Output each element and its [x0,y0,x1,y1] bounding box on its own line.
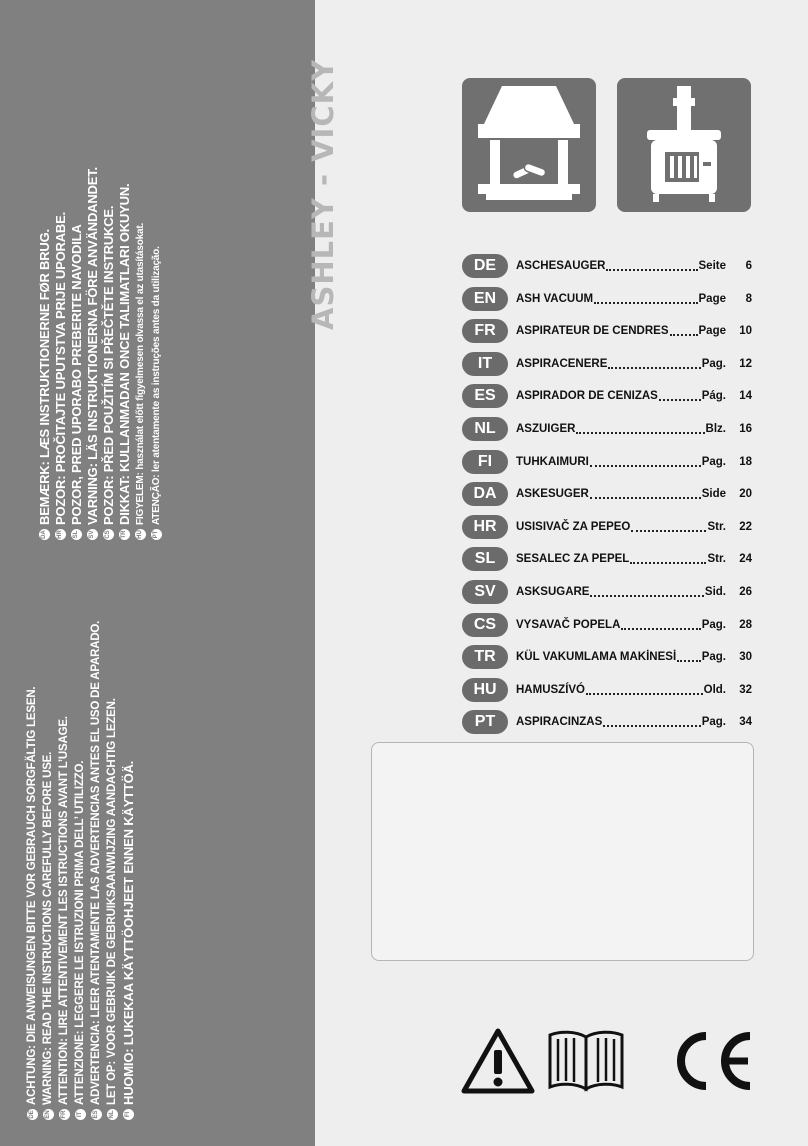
page-word: Pag. [701,455,726,468]
warning-text: ACHTUNG: DIE ANWEISUNGEN BITTE VOR GEBRAUCH SORGFÄLTIG LESEN. [26,686,38,1105]
language-badge: EN [43,1109,54,1120]
warning-icon [461,1028,535,1098]
dot-leader [677,660,701,662]
page-word: Side [701,488,726,501]
language-pill: HU [462,678,508,702]
dot-leader [590,497,701,499]
manual-icon [546,1027,626,1097]
language-badge: ES [91,1109,102,1120]
language-badge: FI [123,1109,134,1120]
toc-title: ASZUIGER [516,423,576,435]
page-word: Seite [698,260,726,272]
page-number: 8 [745,292,752,305]
warning-text: VARNING: LÄS INSTRUKTIONERNA FÖRE ANVÄNDANDET. [84,167,100,525]
language-badge: DA [39,529,50,540]
toc-entry[interactable] [462,254,752,278]
toc-title: SESALEC ZA PEPEL [516,553,630,566]
page-number: 32 [739,683,752,696]
toc-title: VYSAVAČ POPELA [516,618,621,631]
language-pill: HR [462,515,508,539]
warning-line [148,167,164,540]
dot-leader [594,302,697,304]
stove-icon [617,78,751,212]
language-pill: IT [462,352,508,376]
dot-leader [590,595,703,597]
language-badge: DE [27,1109,38,1120]
warning-text: DIKKAT: KULLANMADAN ONCE TALIMATLARI OKUYUN. [116,183,132,525]
dot-leader [630,562,706,564]
toc-entry[interactable] [462,515,752,539]
page-number: 26 [739,586,752,598]
page-number: 28 [739,618,752,631]
toc-title: ASH VACUUM [516,292,594,305]
page-number: 6 [745,260,752,272]
toc-entry[interactable] [462,417,752,441]
language-badge: PT [151,529,162,540]
toc-entry[interactable] [462,580,752,604]
warning-text: POZOR: PROČITAJTE UPUTSTVA PRIJE UPORABE. [52,212,68,525]
language-badge: SL [71,529,82,540]
warning-line [104,621,120,1120]
toc-title: USISIVAČ ZA PEPEO [516,520,631,533]
toc-title: ASPIRACINZAS [516,716,603,729]
product-label-box [371,742,754,961]
warning-line [116,167,132,540]
ce-mark-icon [666,1030,756,1096]
toc-title: ASPIRACENERE [516,357,608,370]
warning-text: WARNING: READ THE INSTRUCTIONS CAREFULLY BEFORE USE. [42,751,54,1105]
toc-entry[interactable] [462,319,752,343]
page-word: Pag. [701,716,726,729]
warning-line [72,621,88,1120]
page-word: Str. [707,520,726,533]
language-badge: IT [75,1109,86,1120]
warning-text: ATTENZIONE: LEGGERE LE ISTRUZIONI PRIMA DELL’ UTILIZZO. [74,760,86,1105]
dot-leader [631,530,706,532]
toc-entry[interactable] [462,450,752,474]
page-number: 34 [739,716,752,729]
warning-line [120,621,136,1120]
warning-line [52,167,68,540]
toc-title: ASKESUGER [516,488,589,501]
toc-entry[interactable] [462,678,752,702]
warning-text: LET OP: VOOR GEBRUIK DE GEBRUIKSAANWIJZING AANDACHTIG LEZEN. [106,698,118,1105]
warning-line [132,167,148,540]
language-pill: EN [462,287,508,311]
toc-title: ASKSUGARE [516,586,590,598]
page-word: Pag. [701,651,726,664]
language-badge: SV [87,529,98,540]
page-word: Old. [703,683,726,696]
warning-line [56,621,72,1120]
warning-line [36,167,52,540]
toc-entry[interactable] [462,645,752,669]
toc-entry[interactable] [462,287,752,311]
language-pill: ES [462,384,508,408]
page-number: 16 [739,423,752,435]
toc-title: HAMUSZÍVÓ [516,683,585,696]
model-title: ASHLEY - VICKY [306,58,340,330]
toc-entry[interactable] [462,482,752,506]
dot-leader [576,432,704,434]
dot-leader [670,334,698,336]
language-pill: FI [462,450,508,474]
language-badge: TR [119,529,130,540]
language-badge: FR [59,1109,70,1120]
warning-line [100,167,116,540]
dot-leader [603,725,700,727]
page-word: Str. [707,553,726,566]
page-number: 18 [739,455,752,468]
language-pill: DA [462,482,508,506]
language-pill: PT [462,710,508,734]
warning-text: POZOR, PRED UPORABO PREBERITE NAVODILA [68,224,84,525]
dot-leader [621,628,700,630]
toc-entry[interactable] [462,352,752,376]
warning-line [88,621,104,1120]
language-pill: NL [462,417,508,441]
page-word: Sid. [704,586,726,598]
warning-text: BEMÆRK: LÆS INSTRUKTIONERNE FØR BRUG. [36,229,52,525]
language-pill: DE [462,254,508,278]
page-number: 12 [739,357,752,370]
toc-entry[interactable] [462,710,752,734]
language-badge: CS [103,529,114,540]
toc-title: TUHKAIMURI [516,455,589,468]
language-pill: SV [462,580,508,604]
page-word: Pag. [701,618,726,631]
fireplace-icon [462,78,596,212]
page-number: 30 [739,651,752,664]
toc-title: ASPIRADOR DE CENIZAS [516,390,658,403]
toc-title: ASCHESAUGER [516,260,606,272]
dot-leader [659,399,701,401]
toc-entry[interactable] [462,613,752,637]
page-word: Pág. [701,390,726,403]
language-pill: SL [462,547,508,571]
page-number: 22 [739,520,752,533]
language-badge: NL [107,1109,118,1120]
toc-title: KÜL VAKUMLAMA MAKİNESİ [516,651,677,664]
page-number: 20 [739,488,752,501]
warning-line [40,621,56,1120]
language-pill: TR [462,645,508,669]
dot-leader [590,465,701,467]
toc-entry[interactable] [462,384,752,408]
dot-leader [586,693,703,695]
page-number: 14 [739,390,752,403]
warning-text: ATENÇÃO: ler atentamente as instruções antes da utilização. [150,246,162,525]
dot-leader [608,367,700,369]
language-badge: HR [55,529,66,540]
warning-text: ATTENTION: LIRE ATTENTIVEMENT LES ISTRUCTIONS AVANT L’USAGE. [58,716,70,1105]
page-word: Page [698,292,726,305]
warning-line [68,167,84,540]
warning-text: ADVERTENCIA: LEER ATENTAMENTE LAS ADVERTENCIAS ANTES EL USO DE APARADO. [90,620,102,1105]
page-number: 24 [739,553,752,566]
language-pill: FR [462,319,508,343]
page-word: Page [698,325,726,338]
warning-line [84,167,100,540]
warnings-right [36,167,164,540]
page-number: 10 [739,325,752,338]
toc-entry[interactable] [462,547,752,571]
warning-text: FIGYELEM: használat előtt figyelmesen olvassa el az utasításokat. [134,222,146,525]
warning-text: HUOMIO: LUKEKAA KÄYTTÖOHJEET ENNEN KÄYTTÖÄ. [120,760,136,1105]
warning-line [24,621,40,1120]
page-word: Pag. [701,357,726,370]
dot-leader [606,269,697,271]
language-badge: HU [135,529,146,540]
toc-title: ASPIRATEUR DE CENDRES [516,325,669,338]
warnings-left [24,621,136,1120]
warning-text: POZOR: PŘED POUŽITÍM SI PŘEČTĚTE INSTRUKCE. [100,205,116,525]
language-pill: CS [462,613,508,637]
page-word: Blz. [705,423,726,435]
